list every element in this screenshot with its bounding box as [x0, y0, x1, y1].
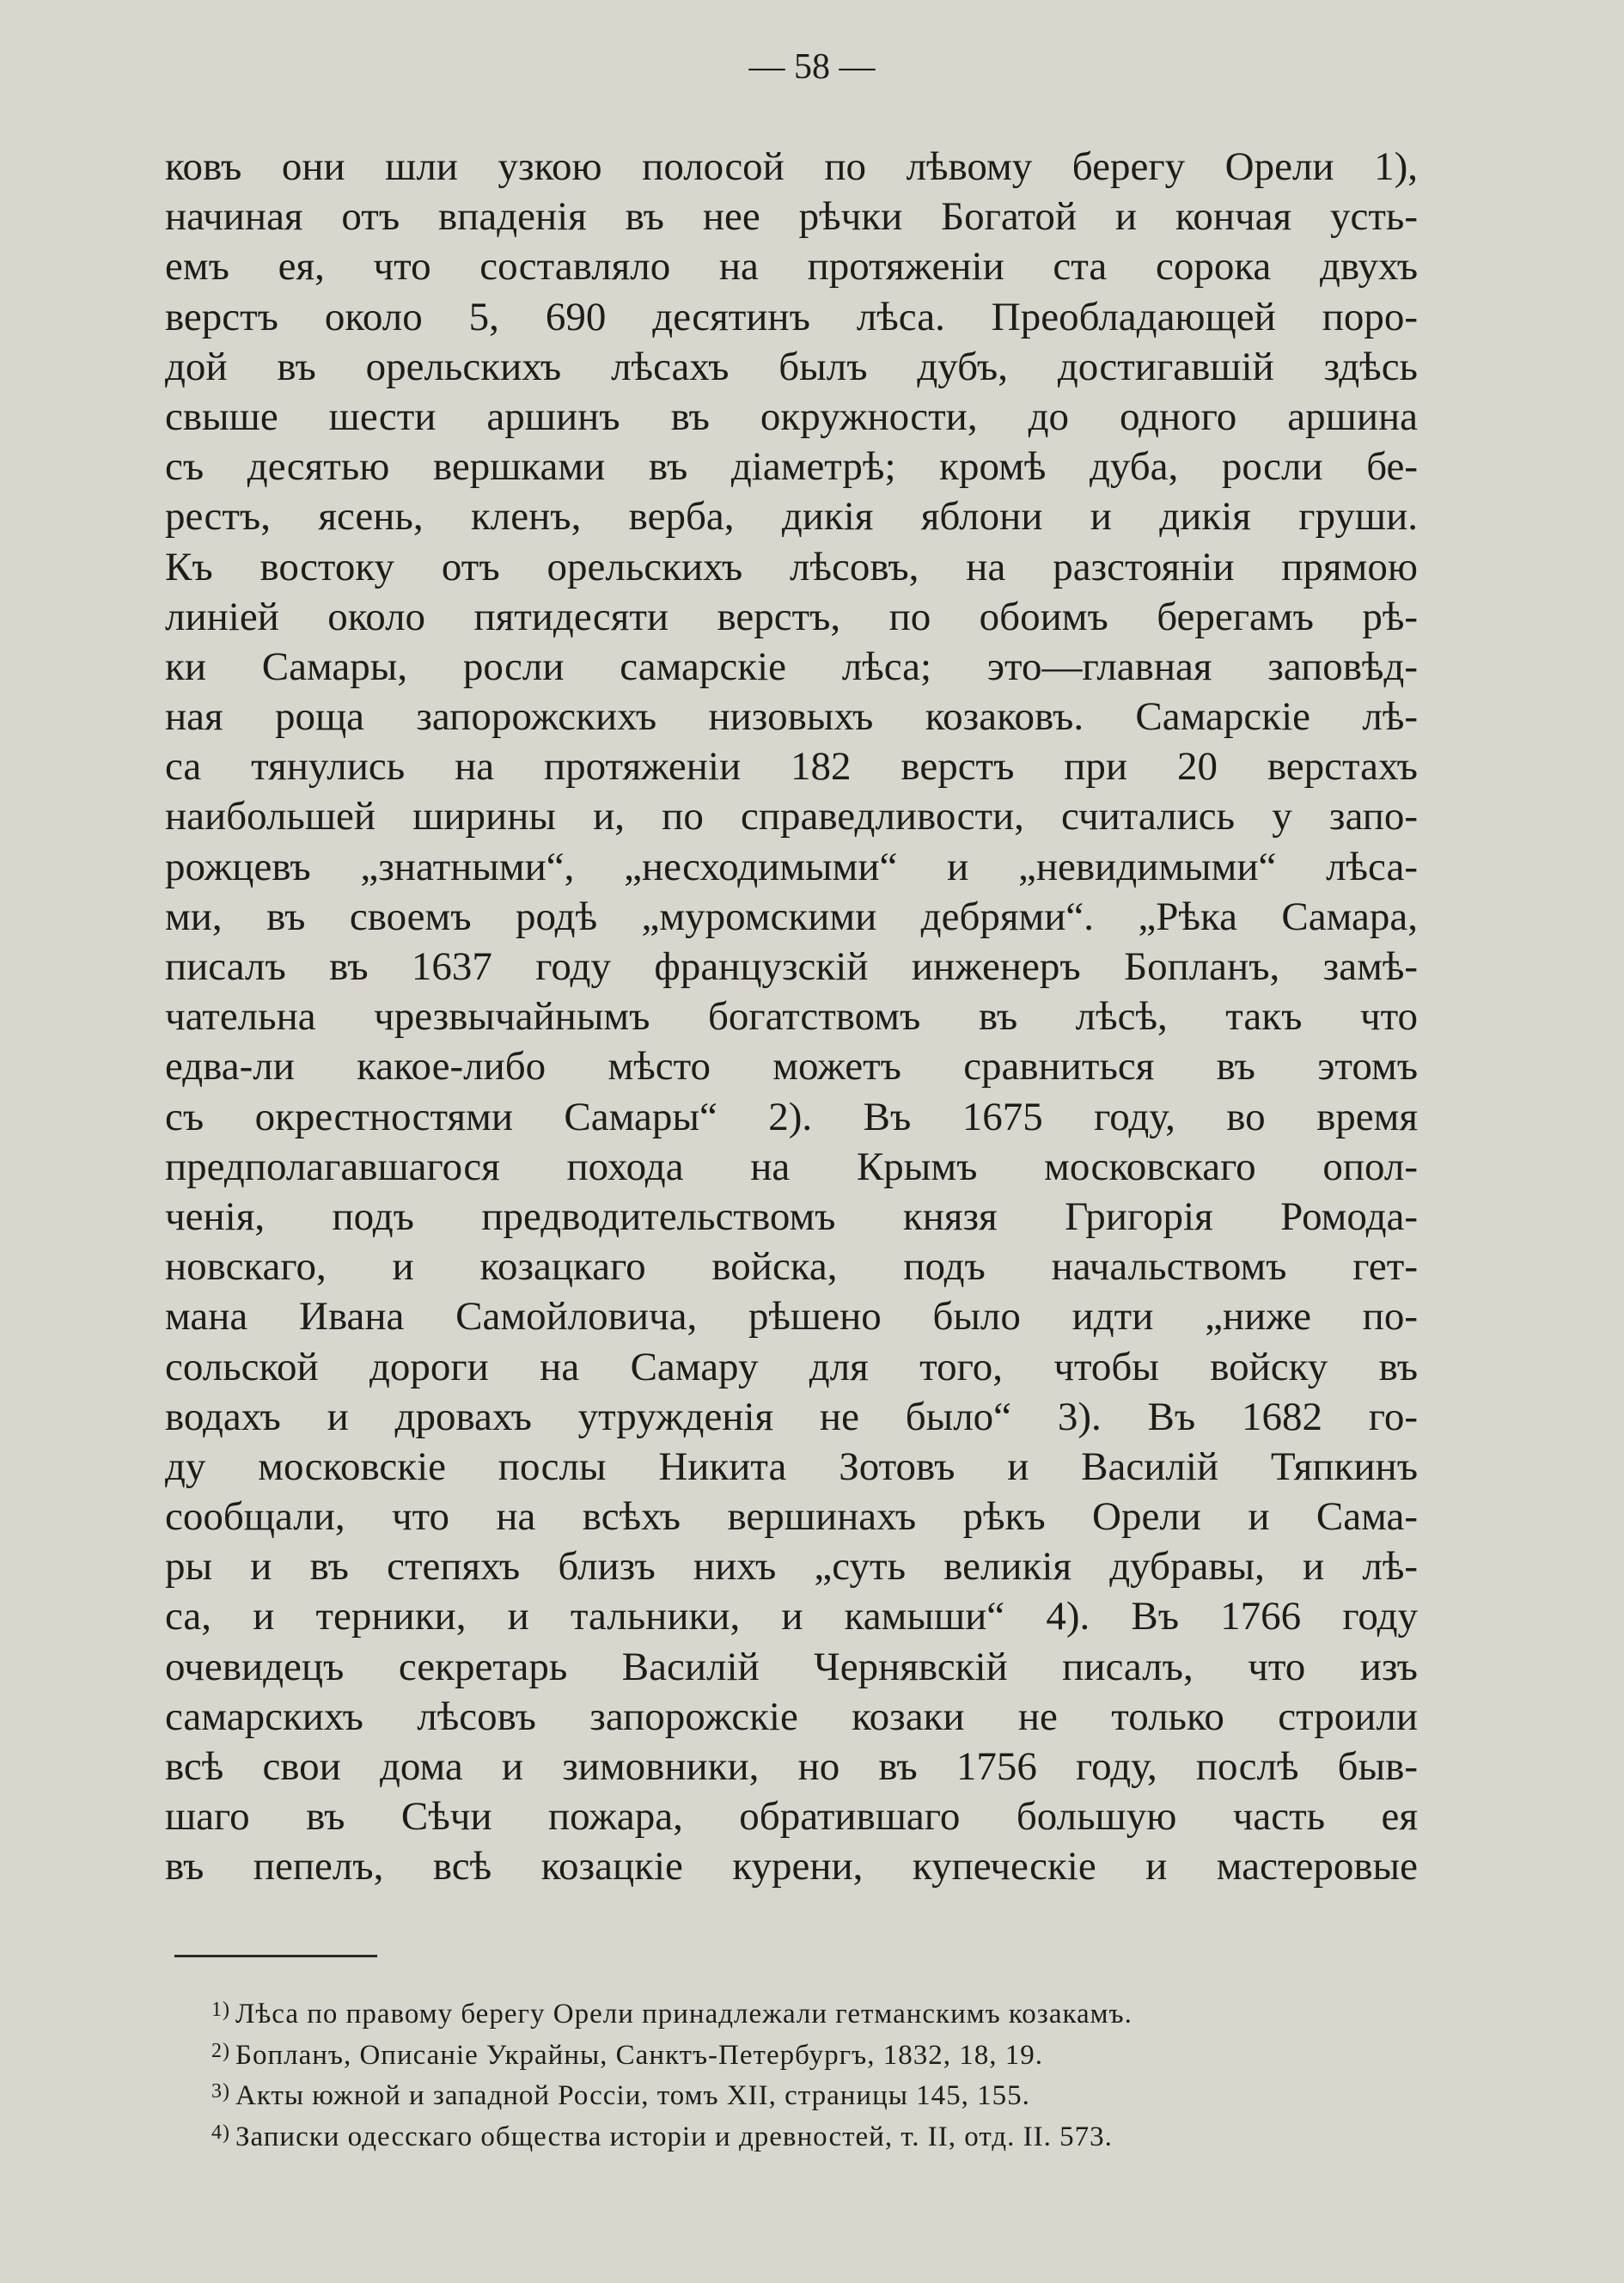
footnote-text: Записки одесскаго общества исторіи и древностей, т. II, отд. II. 573. — [235, 2121, 1113, 2152]
body-line: въ пепелъ, всѣ козацкіе курени, купеческіе и мастеровые — [165, 1844, 1418, 1889]
footnote — [211, 2072, 1414, 2113]
body-line: ки Самары, росли самарскіе лѣса; это—главная заповѣд- — [165, 644, 1418, 689]
body-line: рестъ, ясень, кленъ, верба, дикія яблони и дикія груши. — [165, 494, 1418, 540]
body-line: съ окрестностями Самары“ 2). Въ 1675 году, во время — [165, 1094, 1418, 1139]
footnote-marker: 1) — [211, 1999, 230, 2021]
footnote-marker: 4) — [211, 2121, 230, 2144]
footnote — [211, 1990, 1414, 2031]
body-line: предполагавшагося похода на Крымъ московскаго опол- — [165, 1144, 1418, 1189]
footnote-text: Лѣса по правому берегу Орели принадлежали гетманскимъ козакамъ. — [235, 1999, 1133, 2030]
body-line: ми, въ своемъ родѣ „муромскими дебрями“. „Рѣка Самара, — [165, 894, 1418, 939]
footnote-marker: 3) — [211, 2080, 230, 2103]
body-line: свыше шести аршинъ въ окружности, до одного аршина — [165, 394, 1418, 439]
body-line: Къ востоку отъ орельскихъ лѣсовъ, на разстояніи прямою — [165, 544, 1418, 589]
body-line: очевидецъ секретарь Василій Чернявскій писалъ, что изъ — [165, 1644, 1418, 1689]
body-line: мана Ивана Самойловича, рѣшено было идти „ниже по- — [165, 1294, 1418, 1340]
footnote-text: Бопланъ, Описаніе Украйны, Санктъ-Петербургъ, 1832, 18, 19. — [235, 2039, 1043, 2071]
footnote — [211, 2031, 1414, 2072]
body-text — [165, 142, 1418, 1892]
body-line: ченія, подъ предводительствомъ князя Григорія Ромода- — [165, 1193, 1418, 1239]
footnotes — [211, 1990, 1414, 2153]
page-number: — 58 — — [748, 47, 876, 87]
body-line: линіей около пятидесяти верстъ, по обоимъ берегамъ рѣ- — [165, 594, 1418, 639]
body-line: писалъ въ 1637 году французскій инженеръ Бопланъ, замѣ- — [165, 944, 1418, 989]
footnote — [211, 2113, 1414, 2154]
body-line: шаго въ Сѣчи пожара, обратившаго большую часть ея — [165, 1794, 1418, 1840]
body-line: са тянулись на протяженіи 182 верстъ при 20 верстахъ — [165, 744, 1418, 790]
body-line: самарскихъ лѣсовъ запорожскіе козаки не только строили — [165, 1694, 1418, 1739]
body-line: ду московскіе послы Никита Зотовъ и Василій Тяпкинъ — [165, 1444, 1418, 1489]
body-line: ная роща запорожскихъ низовыхъ козаковъ. Самарскіе лѣ- — [165, 694, 1418, 740]
body-line: съ десятью вершками въ діаметрѣ; кромѣ дуба, росли бе- — [165, 444, 1418, 490]
body-line: всѣ свои дома и зимовники, но въ 1756 году, послѣ быв- — [165, 1744, 1418, 1789]
body-line: ры и въ степяхъ близъ нихъ „суть великія дубравы, и лѣ- — [165, 1544, 1418, 1590]
body-line: рожцевъ „знатными“, „несходимыми“ и „невидимыми“ лѣса- — [165, 844, 1418, 889]
footnote-marker: 2) — [211, 2039, 230, 2062]
body-line: сольской дороги на Самару для того, чтобы войску въ — [165, 1344, 1418, 1389]
body-line: едва-ли какое-либо мѣсто можетъ сравниться въ этомъ — [165, 1044, 1418, 1090]
body-line: дой въ орельскихъ лѣсахъ былъ дубъ, достигавшій здѣсь — [165, 344, 1418, 389]
body-line: водахъ и дровахъ утружденія не было“ 3). Въ 1682 го- — [165, 1394, 1418, 1439]
body-line: наибольшей ширины и, по справедливости, считались у запо- — [165, 794, 1418, 839]
body-line: ковъ они шли узкою полосой по лѣвому берегу Орели 1), — [165, 144, 1418, 189]
body-line: емъ ея, что составляло на протяженіи ста сорока двухъ — [165, 244, 1418, 290]
footnote-divider — [174, 1955, 377, 1957]
body-line: верстъ около 5, 690 десятинъ лѣса. Преобладающей поро- — [165, 294, 1418, 339]
body-line: са, и терники, и тальники, и камыши“ 4). Въ 1766 году — [165, 1594, 1418, 1639]
body-line: сообщали, что на всѣхъ вершинахъ рѣкъ Орели и Сама- — [165, 1494, 1418, 1540]
body-line: начиная отъ впаденія въ нее рѣчки Богатой и кончая усть- — [165, 194, 1418, 240]
body-line: чательна чрезвычайнымъ богатствомъ въ лѣсѣ, такъ что — [165, 994, 1418, 1040]
footnote-text: Акты южной и западной Россіи, томъ XII, страницы 145, 155. — [235, 2080, 1030, 2111]
body-line: новскаго, и козацкаго войска, подъ начальствомъ гет- — [165, 1244, 1418, 1290]
